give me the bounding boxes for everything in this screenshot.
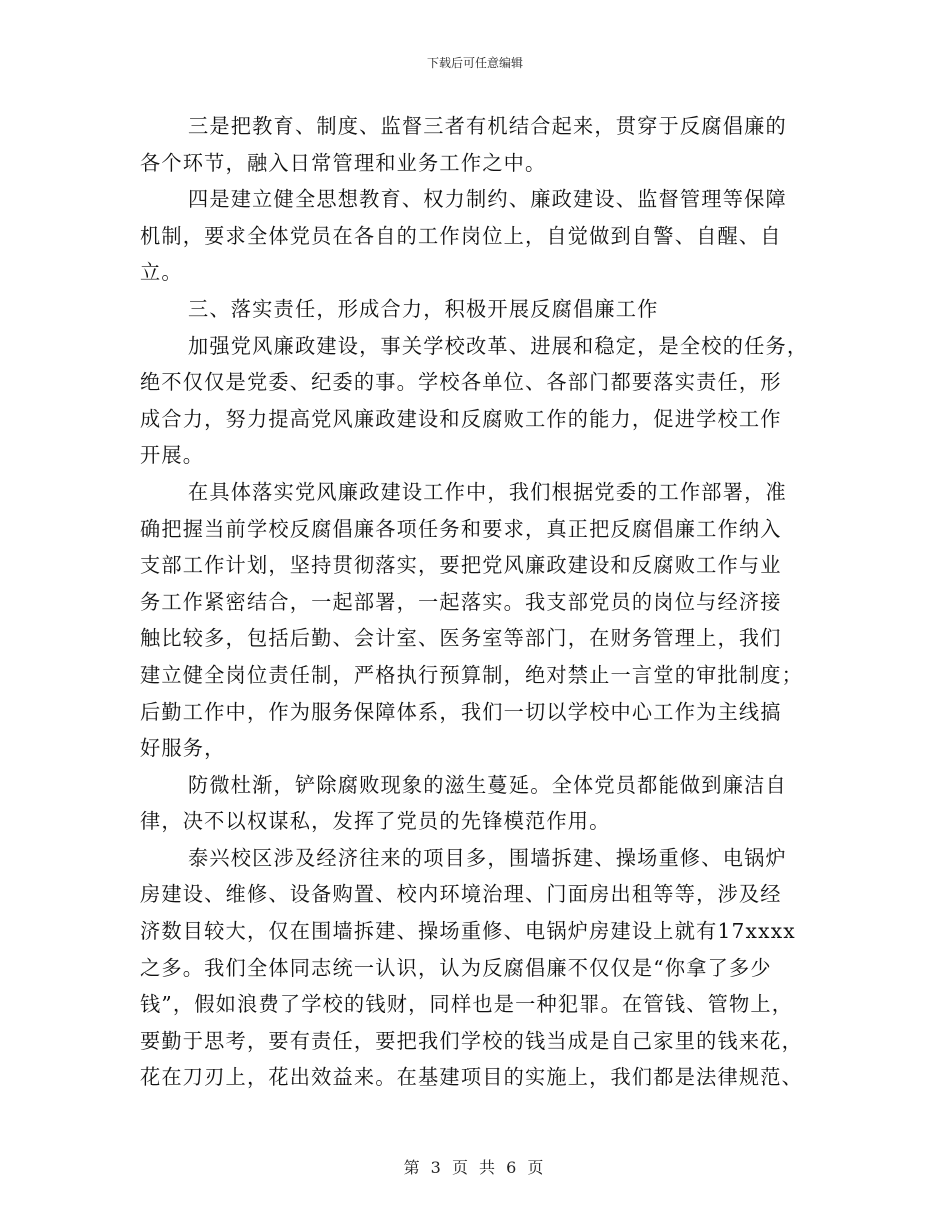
paragraph-line: 机制，要求全体党员在各自的工作岗位上，自觉做到自警、自醒、自	[140, 223, 782, 248]
paragraph-line: 花在刀刃上，花出效益来。在基建项目的实施上，我们都是法律规范、	[140, 1065, 804, 1090]
paragraph-line: 房建设、维修、设备购置、校内环境治理、门面房出租等等，涉及经	[140, 882, 782, 907]
paragraph-line: 钱”，假如浪费了学校的钱财，同样也是一种犯罪。在管钱、管物上，	[140, 992, 794, 1017]
paragraph-line: 成合力，努力提高党风廉政建设和反腐败工作的能力，促进学校工作	[140, 406, 782, 431]
paragraph-line: 各个环节，融入日常管理和业务工作之中。	[140, 150, 547, 175]
paragraph-line: 三是把教育、制度、监督三者有机结合起来，贯穿于反腐倡廉的	[188, 114, 787, 138]
page-header: 下载后可任意编辑	[426, 56, 523, 70]
paragraph-line: 好服务，	[140, 736, 226, 761]
paragraph-line: 开展。	[140, 443, 205, 468]
paragraph-line: 加强党风廉政建设，事关学校改革、进展和稳定，是全校的任务，	[188, 333, 808, 358]
paragraph-line: 务工作紧密结合，一起部署，一起落实。我支部党员的岗位与经济接	[140, 589, 782, 614]
paragraph-line: 要勤于思考，要有责任，要把我们学校的钱当成是自己家里的钱来花，	[140, 1028, 804, 1053]
document-body	[140, 108, 808, 1096]
paragraph-line: 触比较多，包括后勤、会计室、医务室等部门，在财务管理上，我们	[140, 626, 782, 651]
paragraph-line: 在具体落实党风廉政建设工作中，我们根据党委的工作部署，准	[188, 479, 787, 504]
paragraph-line: 律，决不以权谋私，发挥了党员的先锋模范作用。	[140, 809, 611, 834]
paragraph-line: 济数目较大，仅在围墙拆建、操场重修、电锅炉房建设上就有17xxxx	[140, 919, 796, 944]
paragraph-line: 防微杜渐，铲除腐败现象的滋生蔓延。全体党员都能做到廉洁自	[188, 772, 787, 797]
paragraph-line: 支部工作计划，坚持贯彻落实，要把党风廉政建设和反腐败工作与业	[140, 553, 782, 578]
paragraph-line: 确把握当前学校反腐倡廉各项任务和要求，真正把反腐倡廉工作纳入	[140, 516, 782, 541]
paragraph-line: 后勤工作中，作为服务保障体系，我们一切以学校中心工作为主线搞	[140, 699, 782, 724]
page-footer: 第 3 页 共 6 页	[403, 1158, 547, 1177]
paragraph-line: 建立健全岗位责任制，严格执行预算制，绝对禁止一言堂的审批制度；	[140, 662, 804, 687]
paragraph-line: 绝不仅仅是党委、纪委的事。学校各单位、各部门都要落实责任，形	[140, 370, 782, 395]
paragraph-line: 立。	[140, 260, 183, 285]
paragraph-line: 泰兴校区涉及经济往来的项目多，围墙拆建、操场重修、电锅炉	[188, 845, 787, 870]
paragraph-line: 之多。我们全体同志统一认识，认为反腐倡廉不仅仅是“你拿了多少	[140, 955, 772, 980]
paragraph-line: 四是建立健全思想教育、权力制约、廉政建设、监督管理等保障	[188, 187, 787, 212]
section-heading: 三、落实责任，形成合力，积极开展反腐倡廉工作	[188, 296, 659, 321]
